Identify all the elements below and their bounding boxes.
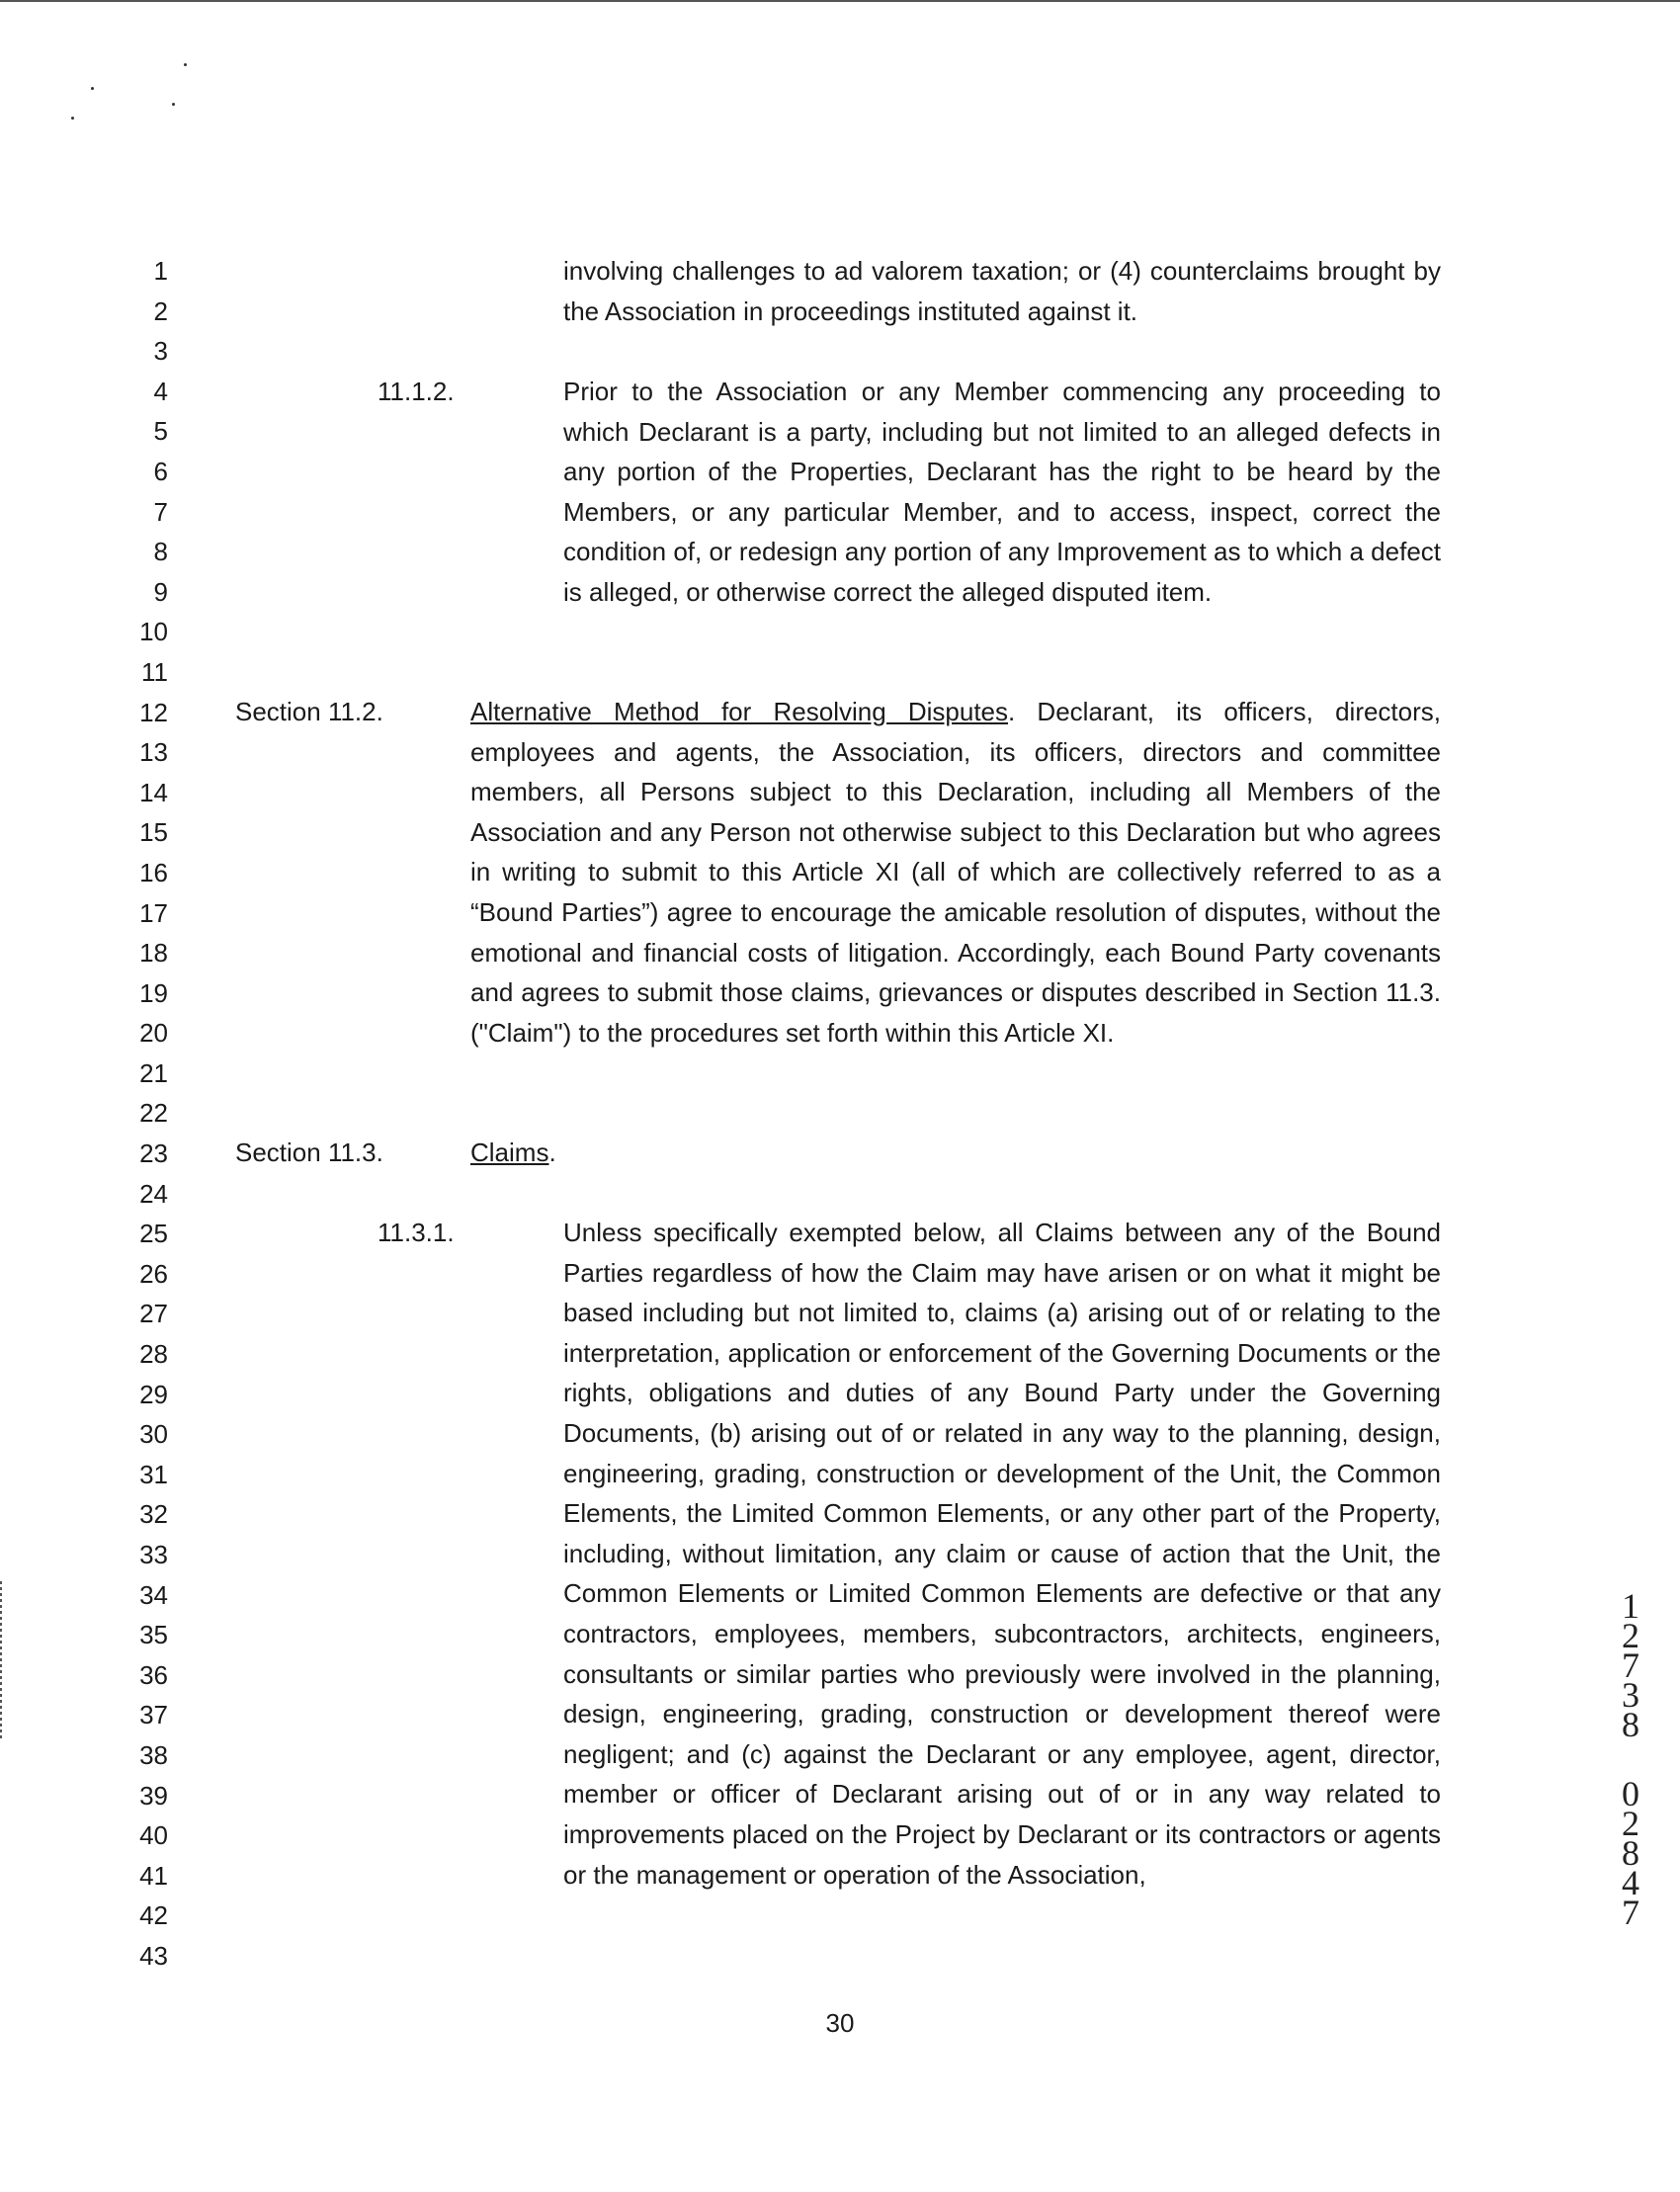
line-number: 34 <box>139 1579 168 1610</box>
stamp-digit: 3 <box>1622 1675 1639 1715</box>
section-label-11-3: Section 11.3. <box>235 1138 383 1167</box>
line-number: 4 <box>153 376 168 406</box>
line-number: 1 <box>153 256 168 286</box>
stamp-digit: 2 <box>1622 1804 1639 1843</box>
line-number: 38 <box>139 1739 168 1770</box>
stamp-digit: 1 <box>1622 1586 1639 1626</box>
subsection-11-3-1 <box>563 1213 1441 1895</box>
subsection-text: Prior to the Association or any Member commencing any proceeding to which Declarant is a party, including but not limited to an alleged defects in any portion of the Properties, Declarant has the right to be heard by the Members, or any particular Member, and to access, inspect, correct the condition of, or redesign any portion of any Improvement as to which a defect is alleged, or otherwise correct the alleged disputed item. <box>563 377 1441 607</box>
stamp-digit: 8 <box>1622 1705 1639 1744</box>
line-number: 22 <box>139 1098 168 1129</box>
stamp-digit: 0 <box>1622 1774 1639 1813</box>
section-label-11-2: Section 11.2. <box>235 697 383 726</box>
line-number: 14 <box>139 777 168 807</box>
stamp-digit: 7 <box>1622 1645 1639 1685</box>
stamp-digit: 2 <box>1622 1616 1639 1655</box>
line-number: 29 <box>139 1379 168 1409</box>
scan-speck <box>71 117 74 120</box>
line-number: 18 <box>139 938 168 969</box>
line-number: 15 <box>139 817 168 848</box>
section-text: . Declarant, its officers, directors, employees and agents, the Association, its officers, directors and committee members, all Persons subject to this Declaration, including all Members of the Association and any Person not otherwise subject to this Declaration but who agrees in writing to submit to this Article XI (all of which are collectively referred to as a “Bound Parties”) agree to encourage the amicable resolution of disputes, without the emotional and financial costs of litigation. Accordingly, each Bound Party covenants and agrees to submit those claims, grievances or disputes described in Section 11.3. ("Claim") to the procedures set forth within this Article XI. <box>470 697 1441 1048</box>
line-number: 21 <box>139 1057 168 1088</box>
line-number: 5 <box>153 416 168 447</box>
line-number: 28 <box>139 1339 168 1370</box>
page-number: 30 <box>825 2008 855 2038</box>
line-number: 17 <box>139 897 168 928</box>
line-number: 6 <box>153 456 168 486</box>
stamp-digit: 7 <box>1622 1893 1639 1932</box>
heading-suffix: . <box>548 1138 556 1167</box>
continuation-text: involving challenges to ad valorem taxation; or (4) counterclaims brought by the Association in proceedings instituted against it. <box>563 256 1441 326</box>
line-number: 35 <box>139 1620 168 1650</box>
recording-stamp <box>1611 1586 1650 1932</box>
line-number: 32 <box>139 1499 168 1530</box>
section-11-3-heading <box>470 1133 556 1173</box>
scan-speck <box>91 87 94 90</box>
line-number: 37 <box>139 1700 168 1730</box>
line-number: 9 <box>153 576 168 607</box>
scan-speck <box>184 63 187 66</box>
line-number: 39 <box>139 1780 168 1811</box>
line-number: 25 <box>139 1219 168 1249</box>
subsection-label-11-3-1: 11.3.1. <box>378 1218 455 1247</box>
line-number: 27 <box>139 1299 168 1329</box>
line-number: 41 <box>139 1860 168 1891</box>
stamp-digit: 8 <box>1622 1833 1639 1873</box>
line-number: 3 <box>153 336 168 367</box>
line-number: 10 <box>139 617 168 647</box>
line-number: 13 <box>139 737 168 768</box>
line-number: 19 <box>139 977 168 1008</box>
line-number: 24 <box>139 1178 168 1209</box>
line-number: 20 <box>139 1018 168 1049</box>
line-number: 26 <box>139 1258 168 1289</box>
section-heading: Alternative Method for Resolving Disputes <box>470 697 1009 726</box>
line-number: 30 <box>139 1419 168 1450</box>
line-number: 2 <box>153 295 168 326</box>
line-number: 36 <box>139 1659 168 1690</box>
top-border <box>0 0 1680 2</box>
line-number: 8 <box>153 537 168 567</box>
line-number: 31 <box>139 1459 168 1489</box>
subsection-11-1-2 <box>563 372 1441 613</box>
line-number: 40 <box>139 1820 168 1851</box>
line-number: 43 <box>139 1940 168 1971</box>
stamp-gap <box>1611 1739 1650 1779</box>
scan-speck <box>172 103 175 106</box>
stamp-digit: 4 <box>1622 1863 1639 1902</box>
line-number: 12 <box>139 697 168 727</box>
section-heading: Claims <box>470 1138 549 1167</box>
subsection-text: Unless specifically exempted below, all Claims between any of the Bound Parties regardless of how the Claim may have arisen or on what it might be based including but not limited to, claims (a) arising out of or relating to the interpretation, application or enforcement of the Governing Documents or the rights, obligations and duties of any Bound Party under the Governing Documents, (b) arising out of or related in any way to the planning, design, engineering, grading, construction or development of the Unit, the Common Elements, the Limited Common Elements, or any other part of the Property, including, without limitation, any claim or cause of action that the Unit, the Common Elements or Limited Common Elements are defective or that any contractors, employees, members, subcontractors, architects, engineers, consultants or similar parties who previously were involved in the planning, design, engineering, grading, construction or development thereof were negligent; and (c) against the Declarant or any employee, agent, director, member or officer of Declarant arising out of or in any way related to improvements placed on the Project by Declarant or its contractors or agents or the management or operation of the Association, <box>563 1218 1441 1890</box>
line-number-column <box>0 251 168 1977</box>
line-number: 16 <box>139 857 168 887</box>
section-11-2 <box>470 692 1441 1053</box>
line-number: 23 <box>139 1138 168 1169</box>
line-number: 11 <box>141 656 168 687</box>
subsection-label-11-1-2: 11.1.2. <box>378 377 455 406</box>
line-number: 42 <box>139 1900 168 1931</box>
line-number: 7 <box>153 496 168 527</box>
paragraph-continuation <box>563 251 1441 331</box>
line-number: 33 <box>139 1540 168 1569</box>
